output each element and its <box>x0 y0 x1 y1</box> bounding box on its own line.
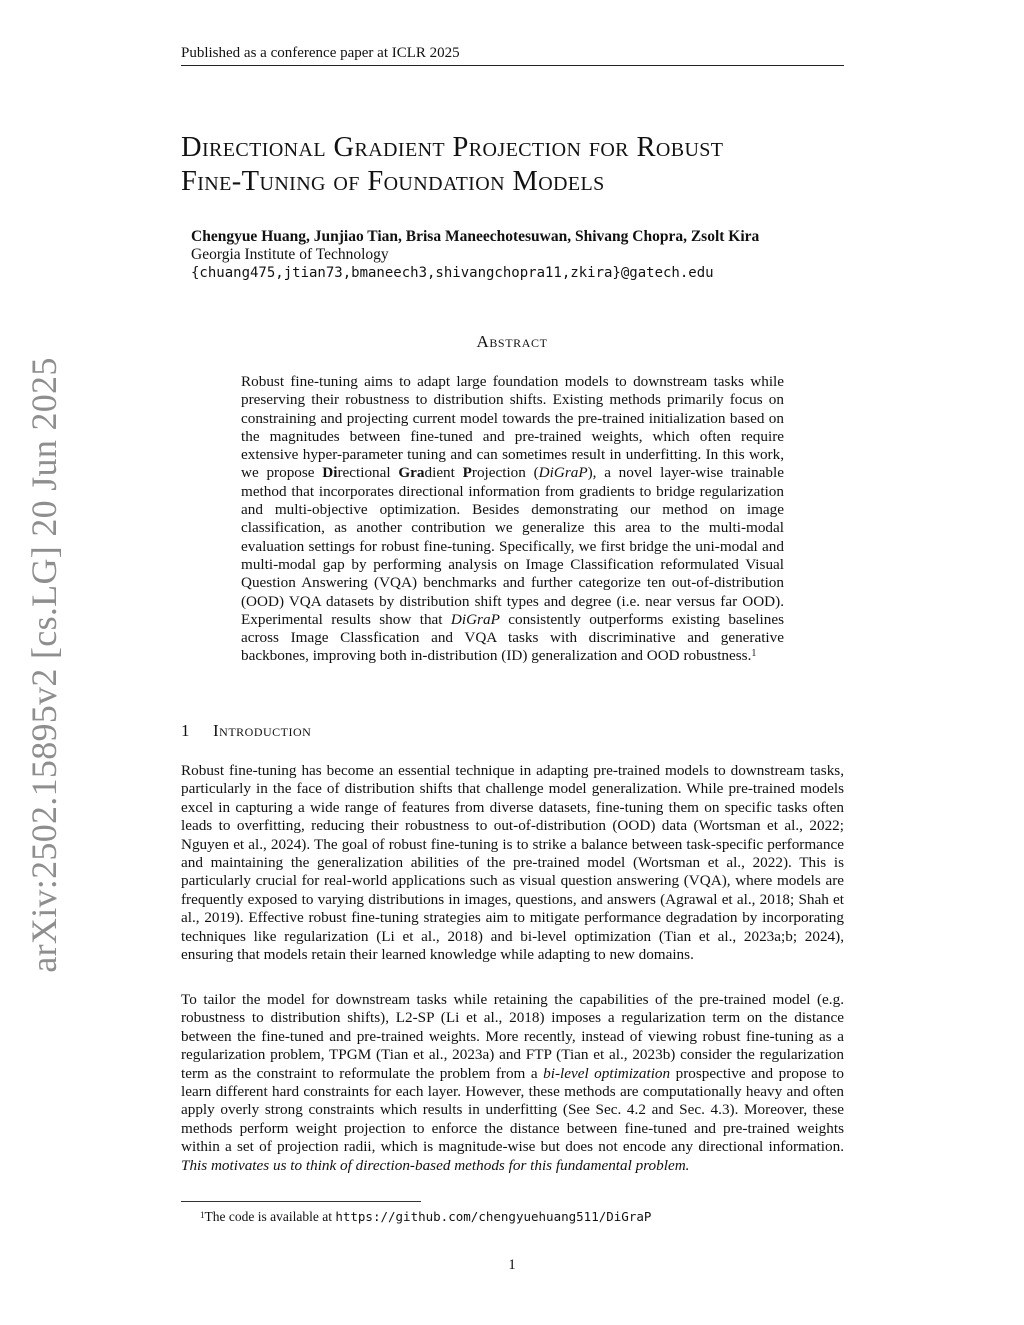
method-acronym: DiGraP <box>538 464 588 482</box>
intro-paragraph-2: To tailor the model for downstream tasks while retaining the capabilities of the pre-trained model (e.g. robustness to distribution shifts), L2-SP (Li et al., 2018) imposes a regularization term on the distance between the fine-tuned and pre-trained weights. More recently, instead of viewing robust fine-tuning as a regularization problem, TPGM (Tian et al., 2023a) and FTP (Tian et al., 2023b) consider the regularization term as the constraint to reformulate the problem from a bi-level optimization prospective and propose to learn different hard constraints for each layer. However, these methods are computationally heavy and often apply overly strong constraints which results in underfitting (See Sec. 4.2 and Sec. 4.3). Moreover, these methods perform weight projection to enforce the distance between fine-tuned and pre-trained weights within a set of projection radii, which is magnitude-wise but does not encode any directional information. This motivates us to think of direction-based methods for this fundamental problem. <box>181 991 844 1174</box>
abstract-body: Robust fine-tuning aims to adapt large foundation models to downstream tasks while preserving their robustness to distribution shifts. Existing methods primarily focus on constraining and projecting current model towards the pre-trained initialization based on the magnitudes between fine-tuned and pre-trained weights, which often require extensive hyper-parameter tuning and can sometimes result in underfitting. In this work, we propose Directional Gradient Projection (DiGraP), a novel layer-wise trainable method that incorporates directional information from gradients to bridge regularization and multi-objective optimization. Besides demonstrating our method on image classification, as another contribution we generalize this area to the multi-modal evaluation settings for robust fine-tuning. Specifically, we first bridge the uni-modal and multi-modal gap by performing analysis on Image Classification reformulated Visual Question Answering (VQA) benchmarks and further categorize ten out-of-distribution (OOD) VQA datasets by distribution shift types and degree (i.e. near versus far OOD). Experimental results show that DiGraP consistently outperforms existing baselines across Image Classfication and VQA tasks with discriminative and generative backbones, improving both in-distribution (ID) generalization and OOD robustness.$^1$ <box>241 373 784 665</box>
footnote-text: The code is available at <box>204 1209 336 1224</box>
footnote-ref[interactable]: 1 <box>751 648 757 660</box>
section-number: 1 <box>181 721 190 740</box>
code-link[interactable]: https://github.com/chengyuehuang511/DiGraP <box>335 1209 652 1224</box>
title-line-2: Fine-Tuning of Foundation Models <box>181 166 605 197</box>
footnote <box>200 1208 651 1225</box>
intro-paragraph-1: Robust fine-tuning has become an essential technique in adapting pre-trained models to downstream tasks, particularly in the face of distribution shifts that challenge model generalization. While pre-trained models excel in capturing a wide range of features from diverse datasets, fine-tuning them on specific tasks often leads to overfitting, reducing their robustness to out-of-distribution (OOD) data (Wortsman et al., 2022; Nguyen et al., 2024). The goal of robust fine-tuning is to strike a balance between task-specific performance and maintaining the generalization abilities of the pre-trained model (Wortsman et al., 2022). This is particularly crucial for real-world applications such as visual question answering (VQA), where models are frequently exposed to varying distributions in images, questions, and answers (Agrawal et al., 2018; Shah et al., 2019). Effective robust fine-tuning strategies aim to mitigate performance degradation by incorporating techniques like regularization (Li et al., 2018) and bi-level optimization (Tian et al., 2023a;b; 2024), ensuring that models retain their learned knowledge while adapting to new domains. <box>181 762 844 964</box>
method-name-bold: Di <box>322 464 338 482</box>
section-title: Introduction <box>213 721 312 740</box>
footnote-mark: 1 <box>200 1210 205 1220</box>
page-number: 1 <box>508 1257 516 1273</box>
section-heading-introduction <box>181 721 311 741</box>
abstract-heading: Abstract <box>476 332 548 351</box>
author-emails: {chuang475,jtian73,bmaneech3,shivangchopra11,zkira}@gatech.edu <box>191 265 714 281</box>
header-rule <box>181 65 844 66</box>
paper-title <box>181 131 861 199</box>
running-header: Published as a conference paper at ICLR 2025 <box>181 45 460 61</box>
affiliation: Georgia Institute of Technology <box>191 246 389 263</box>
author-list: Chengyue Huang, Junjiao Tian, Brisa Maneechotesuwan, Shivang Chopra, Zsolt Kira <box>191 228 760 245</box>
title-line-1: Directional Gradient Projection for Robust <box>181 132 724 163</box>
arxiv-stamp: arXiv:2502.15895v2 [cs.LG] 20 Jun 2025 <box>24 357 64 973</box>
footnote-rule <box>181 1201 421 1202</box>
